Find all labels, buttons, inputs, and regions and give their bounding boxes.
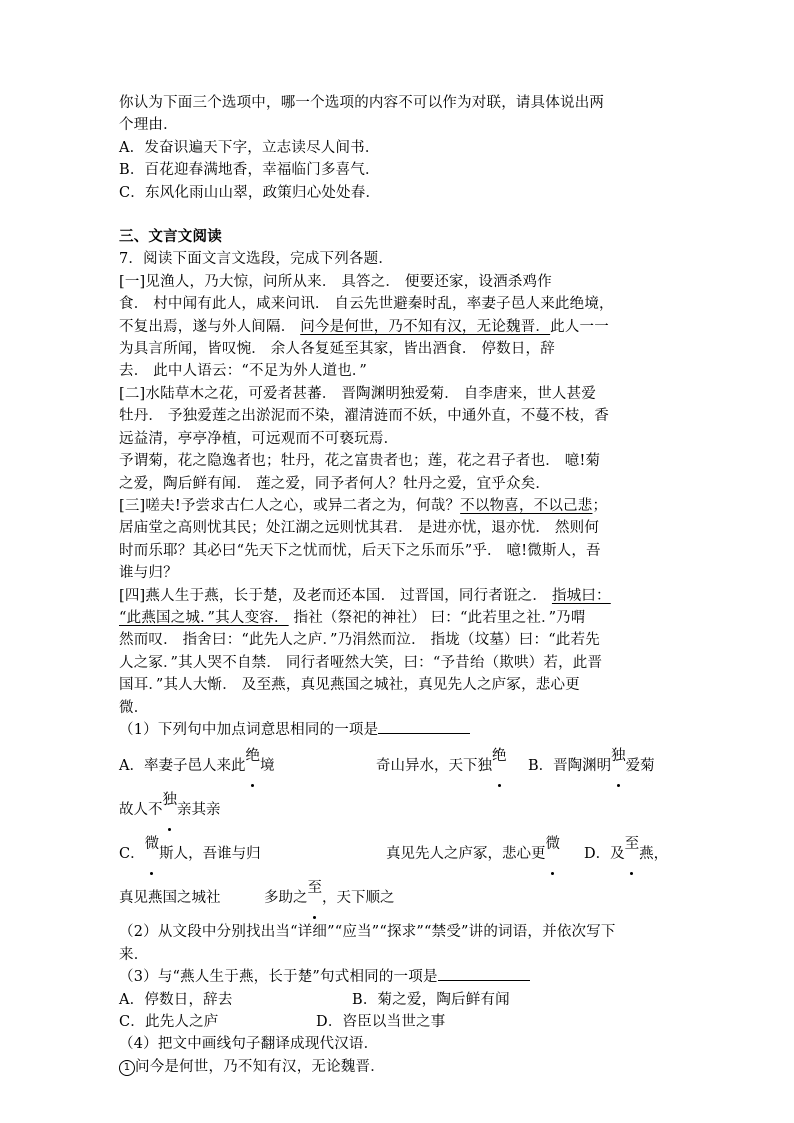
circled-number: 1 [119, 1060, 135, 1076]
document-page [119, 92, 679, 1078]
underlined-sentence: 问今是何世，乃不知有汉，无论魏晋． [300, 318, 551, 335]
option-b-pair [119, 792, 221, 819]
char: 至 [307, 880, 322, 897]
option-d-text: 真见燕国之城社 [119, 890, 221, 907]
dotted-char [245, 748, 260, 775]
sub-question-2: 来． [119, 946, 149, 963]
intro-line: 个理由． [119, 117, 178, 134]
passage-4-line: 国耳．”其人大惭． 及至燕，真见燕国之城社，真见先人之庐冢，悲心更 [119, 677, 580, 694]
passage-1-line: [一]见渔人，乃大惊，问所从来． 具答之． 便要还家，设酒杀鸡作 [119, 273, 552, 290]
dotted-char [492, 748, 507, 775]
dotted-char [162, 792, 178, 819]
text: 指社（祭祀的神社） 曰：“此若里之社．”乃喟 [288, 609, 586, 626]
option-a [119, 748, 275, 775]
sub1-options-row-2 [119, 785, 679, 829]
text: 问今是何世，乃不知有汉，无论魏晋． [135, 1058, 385, 1075]
text: 奇山异水，天下独 [376, 758, 492, 775]
text: 燕， [639, 846, 669, 863]
text: 多助之 [264, 890, 308, 907]
passage-3-line: 谁与归？ [119, 565, 178, 582]
sub3-options-row [119, 1011, 679, 1033]
passage-4-line [119, 607, 679, 629]
char: 绝 [492, 748, 507, 765]
text: 故人不 [119, 802, 163, 819]
text: 不复出焉，遂与外人间隔． [119, 318, 301, 335]
dotted-char [545, 836, 561, 863]
text: D．及 [584, 846, 625, 863]
dotted-char [611, 748, 626, 775]
text: 此人一一 [550, 318, 609, 335]
text: [三]嗟夫!予尝求古仁人之心，或异二者之为，何哉？ [119, 497, 461, 514]
option-c: C．此先人之庐 [119, 1014, 219, 1030]
char: 绝 [245, 748, 260, 765]
option-a-pair [376, 748, 507, 775]
answer-blank[interactable] [438, 966, 530, 981]
text: 爱菊 [625, 758, 655, 775]
option-c [119, 836, 261, 863]
passage-1-line: 去． 此中人语云：“不足为外人道也．” [119, 363, 367, 380]
text: [四]燕人生于燕，长于楚，及老而还本国． 过晋国，同行者诳之． [119, 587, 552, 604]
option-d-pair [264, 880, 395, 907]
passage-4-line: 人之冢．”其人哭不自禁． 同行者哑然大笑，曰：“予昔绐（欺哄）若，此晋 [119, 654, 603, 671]
option-d [584, 836, 669, 863]
passage-3-line [119, 495, 679, 517]
passage-2-line: 予谓菊，花之隐逸者也；牡丹，花之富贵者也；莲，花之君子者也． 噫!菊 [119, 453, 601, 470]
passage-2-line: 之爱，陶后鲜有闻． 莲之爱，同予者何人？牡丹之爱，宜乎众矣． [119, 475, 551, 492]
passage-1-line [119, 316, 679, 338]
underlined-sentence: 不以物喜，不以己悲 [460, 497, 593, 514]
option-a: A．停数日，辞去 [119, 991, 233, 1008]
passage-4-line: 然而叹． 指舍曰：“此先人之庐．”乃涓然而泣． 指垅（坟墓）曰：“此若先 [119, 632, 600, 649]
option-a: A．发奋识遍天下字，立志读尽人间书． [119, 139, 380, 156]
answer-blank[interactable] [378, 719, 470, 734]
char: 独 [162, 792, 177, 809]
sub1-options-row-1 [119, 741, 679, 785]
sub1-options-row-3 [119, 829, 679, 873]
text: 真见先人之庐冢，悲心更 [386, 846, 546, 863]
text: （1）下列句中加点词意思相同的一项是 [119, 721, 379, 738]
option-b: B．菊之爱，陶后鲜有闻 [352, 991, 510, 1008]
passage-2-line: 远益清，亭亭净植，可远观而不可亵玩焉． [119, 430, 399, 447]
text: A．率妻子邑人来此 [119, 758, 246, 775]
text: 斯人，吾谁与归 [159, 846, 261, 863]
sub-question-2: （2）从文段中分别找出当“详细”“应当”“探求”“禁受”讲的词语，并依次写下 [119, 924, 616, 941]
passage-1-line: 为具言所闻，皆叹惋． 余人各复延至其家，皆出酒食． 停数日，辞 [119, 341, 555, 358]
intro-line: 你认为下面三个选项中，哪一个选项的内容不可以作为对联，请具体说出两 [119, 95, 605, 111]
char: 微 [545, 836, 560, 853]
text: B．晋陶渊明 [528, 758, 612, 775]
char: 至 [624, 836, 640, 853]
option-c-pair [386, 836, 560, 863]
option-d: D．咨臣以当世之事 [316, 1014, 446, 1030]
sub-question-3 [119, 966, 679, 988]
option-b: B．百花迎春满地香，幸福临门多喜气． [119, 162, 380, 179]
passage-4-line: 微． [119, 699, 149, 716]
dotted-char [307, 880, 323, 907]
passage-3-line: 时而乐耶？其必曰“先天下之忧而忧，后天下之乐而乐”乎． 噫!微斯人，吾 [119, 542, 601, 559]
char: 微 [144, 836, 160, 853]
dotted-char [624, 836, 640, 863]
sub3-options-row [119, 989, 679, 1011]
underlined-sentence: “此燕国之城．”其人变容． [119, 609, 289, 626]
char: 独 [611, 748, 626, 765]
translation-item-1 [119, 1056, 679, 1078]
sub1-options-row-4 [119, 873, 679, 917]
text: （3）与“燕人生于燕，长于楚”句式相同的一项是 [119, 969, 438, 986]
text: ； [592, 497, 608, 514]
question-7: 7．阅读下面文言文选段，完成下列各题． [119, 251, 394, 268]
underlined-sentence: 指城曰： [551, 587, 611, 604]
text: C． [119, 846, 145, 863]
sub-question-1 [119, 719, 679, 741]
section-heading: 三、文言文阅读 [119, 228, 222, 246]
passage-3-line: 居庙堂之高则忧其民；处江湖之远则忧其君． 是进亦忧，退亦忧． 然则何 [119, 520, 600, 537]
text: 亲其亲 [177, 802, 221, 819]
option-b [528, 748, 655, 775]
passage-2-line: 牡丹． 予独爱莲之出淤泥而不染，濯清涟而不妖，中通外直，不蔓不枝，香 [119, 408, 609, 425]
option-c: C．东风化雨山山翠，政策归心处处春． [119, 184, 381, 201]
dotted-char [144, 836, 160, 863]
text: ，天下顺之 [322, 890, 395, 907]
passage-4-line [119, 585, 679, 607]
text: 境 [259, 758, 275, 775]
passage-2-line: [二]水陆草木之花，可爱者甚蕃． 晋陶渊明独爱菊． 自李唐来，世人甚爱 [119, 385, 597, 402]
sub-question-4: （4）把文中画线句子翻译成现代汉语． [119, 1036, 379, 1053]
passage-1-line: 食． 村中闻有此人，咸来问讯． 自云先世避秦时乱，率妻子邑人来此绝境， [119, 296, 614, 313]
